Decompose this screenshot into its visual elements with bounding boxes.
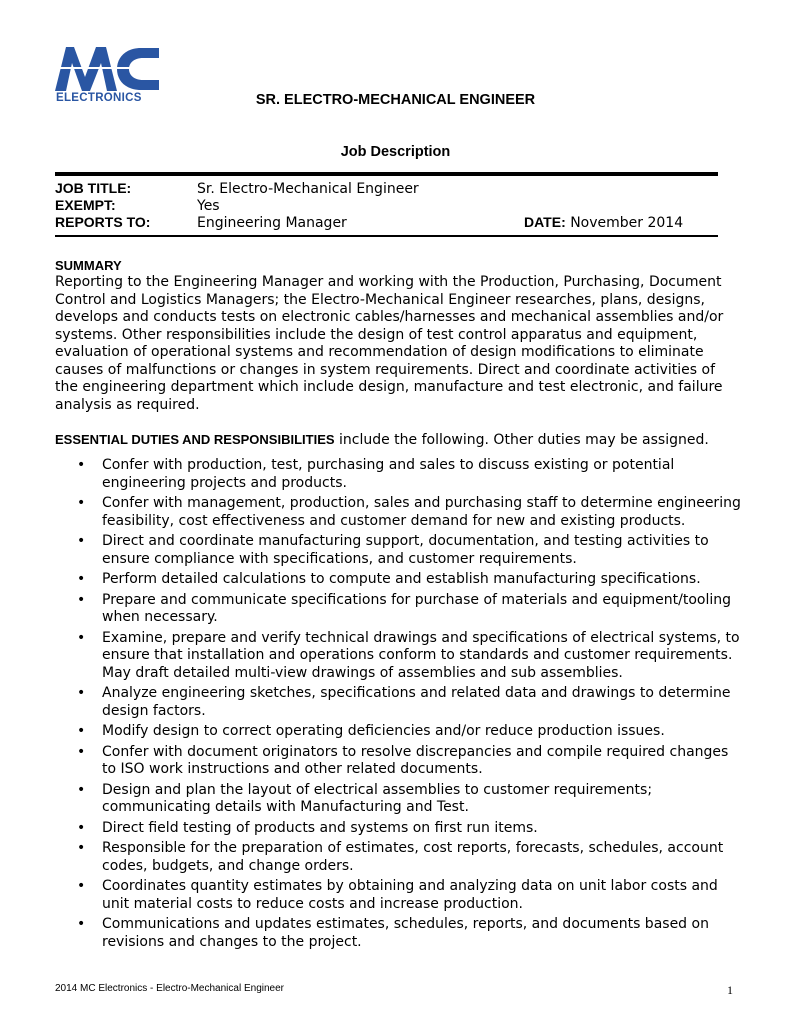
bullet-icon: • xyxy=(77,591,86,608)
job-title-row xyxy=(55,180,419,198)
mc-logo-mark xyxy=(55,47,159,91)
bullet-icon: • xyxy=(77,723,86,739)
document-subtitle: Job Description xyxy=(340,144,451,160)
list-item xyxy=(77,457,742,492)
list-item xyxy=(77,744,742,779)
duties-list xyxy=(77,457,742,954)
list-item xyxy=(77,820,742,838)
essential-duties-intro xyxy=(55,431,745,450)
bullet-icon: • xyxy=(77,457,86,473)
duty-text: Communications and updates estimates, schedules, reports, and documents based on revisions and changes to the project. xyxy=(102,916,709,950)
list-item xyxy=(77,723,742,741)
bullet-icon: • xyxy=(77,571,86,587)
exempt-label: EXEMPT: xyxy=(55,197,116,213)
duty-text: Examine, prepare and verify technical drawings and specifications of electrical systems, to ensure that installation and operations conform to standards and customer requirements. May draft detailed multi-view drawings of assemblies and sub assemblies. xyxy=(102,629,740,681)
logo-wordmark: ELECTRONICS xyxy=(56,92,142,104)
bullet-icon: • xyxy=(77,743,86,760)
list-item xyxy=(77,878,742,913)
duty-text: Confer with document originators to resolve discrepancies and compile required changes to ISO work instructions and other related documents. xyxy=(102,743,729,777)
duty-text: Modify design to correct operating deficiencies and/or reduce production issues. xyxy=(102,723,665,739)
list-item xyxy=(77,685,742,720)
exempt-row xyxy=(55,197,220,215)
reports-to-label: REPORTS TO: xyxy=(55,214,151,230)
bullet-icon: • xyxy=(77,533,86,549)
job-title-label: JOB TITLE: xyxy=(55,180,132,196)
date-value: November 2014 xyxy=(570,215,684,231)
date-label: DATE: xyxy=(524,214,566,230)
exempt-value: Yes xyxy=(197,198,220,214)
document-title: SR. ELECTRO-MECHANICAL ENGINEER xyxy=(255,92,536,108)
duty-text: Confer with management, production, sales and purchasing staff to determine engineering feasibility, cost effectiveness and customer demand for new and existing products. xyxy=(102,495,741,529)
duty-text: Design and plan the layout of electrical assemblies to customer requirements; communicating details with Manufacturing and Test. xyxy=(102,781,653,815)
bullet-icon: • xyxy=(77,840,86,856)
job-title-value: Sr. Electro-Mechanical Engineer xyxy=(197,181,419,197)
list-item xyxy=(77,630,742,683)
reports-to-value: Engineering Manager xyxy=(197,215,347,231)
list-item xyxy=(77,840,742,875)
duty-text: Prepare and communicate specifications for purchase of materials and equipment/tooling when necessary. xyxy=(102,591,732,625)
duty-text: Confer with production, test, purchasing and sales to discuss existing or potential engineering projects and products. xyxy=(102,457,675,491)
essential-duties-intro-text: include the following. Other duties may be assigned. xyxy=(334,432,709,448)
bullet-icon: • xyxy=(77,781,86,798)
duty-text: Perform detailed calculations to compute and establish manufacturing specifications. xyxy=(102,571,701,587)
page-number: 1 xyxy=(727,983,733,997)
bullet-icon: • xyxy=(77,629,86,646)
list-item xyxy=(77,533,742,568)
duty-text: Direct and coordinate manufacturing support, documentation, and testing activities to ensure compliance with specifications, and customer requirements. xyxy=(102,533,709,567)
list-item xyxy=(77,916,742,951)
duty-text: Analyze engineering sketches, specifications and related data and drawings to determine design factors. xyxy=(102,685,731,719)
header-divider-top xyxy=(55,172,718,176)
list-item xyxy=(77,571,742,589)
bullet-icon: • xyxy=(77,495,86,511)
bullet-icon: • xyxy=(77,916,86,932)
list-item xyxy=(77,782,742,817)
list-item xyxy=(77,592,742,627)
header-divider-bottom xyxy=(55,235,718,237)
duty-text: Direct field testing of products and systems on first run items. xyxy=(102,819,538,836)
page-footer: 2014 MC Electronics - Electro-Mechanical Engineer xyxy=(55,983,284,994)
summary-heading: SUMMARY xyxy=(55,258,122,273)
duty-text: Coordinates quantity estimates by obtaining and analyzing data on unit labor costs and unit material costs to reduce costs and increase production. xyxy=(102,878,718,912)
bullet-icon: • xyxy=(77,819,86,836)
list-item xyxy=(77,495,742,530)
reports-to-row xyxy=(55,214,347,232)
essential-duties-heading: ESSENTIAL DUTIES AND RESPONSIBILITIES xyxy=(55,432,335,447)
bullet-icon: • xyxy=(77,685,86,701)
date-row xyxy=(524,214,683,232)
bullet-icon: • xyxy=(77,878,86,894)
summary-paragraph: Reporting to the Engineering Manager and working with the Production, Purchasing, Document Control and Logistics Managers; the Electro-Mechanical Engineer researches, plans, designs, develops and conducts tests on electronic cables/harnesses and mechanical assemblies and/or systems. Other responsibilities include the design of test control apparatus and equipment, evaluation of operational systems and recommendation of design modifications to eliminate causes of malfunctions or changes in system requirements. Direct and coordinate activities of the engineering department which include design, manufacture and test electronic, and failure analysis as required. xyxy=(55,274,724,413)
duty-text: Responsible for the preparation of estimates, cost reports, forecasts, schedules, account codes, budgets, and change orders. xyxy=(102,840,724,874)
